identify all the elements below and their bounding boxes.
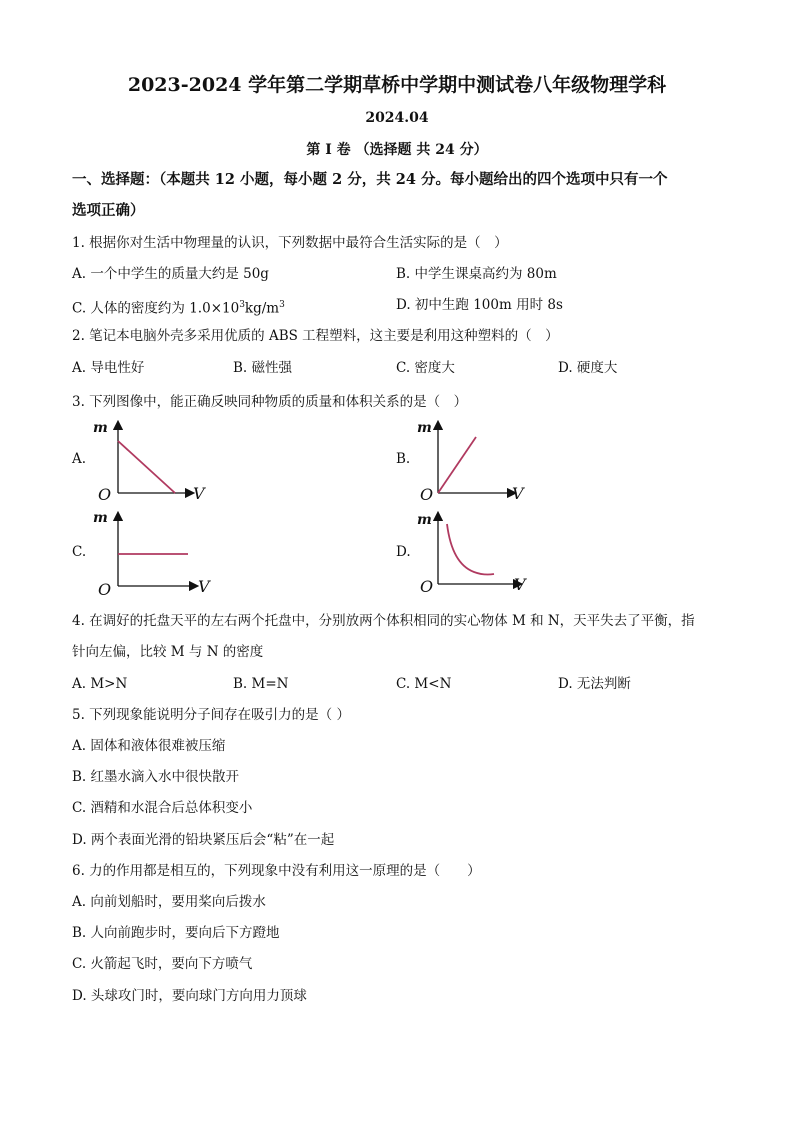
question-1-stem: 1. 根据你对生活中物理量的认识，下列数据中最符合生活实际的是（ ） bbox=[72, 235, 508, 251]
question-2-option-d: D. 硬度大 bbox=[558, 360, 618, 376]
graph-d-origin: O bbox=[420, 577, 434, 596]
question-6-option-b: B. 人向前跑步时，要向后下方蹬地 bbox=[72, 925, 280, 941]
section-heading-line2: 选项正确） bbox=[72, 202, 145, 219]
volume-heading: 第 I 卷 （选择题 共 24 分） bbox=[306, 142, 488, 158]
question-5-option-b: B. 红墨水滴入水中很快散开 bbox=[72, 769, 240, 785]
question-6-option-c: C. 火箭起飞时，要向下方喷气 bbox=[72, 956, 253, 972]
question-4-option-c: C. M<N bbox=[396, 676, 452, 692]
graph-a bbox=[90, 415, 220, 510]
graph-c-x-label: V bbox=[198, 577, 210, 596]
page-title: 2023-2024 学年第二学期草桥中学期中测试卷八年级物理学科 bbox=[127, 74, 667, 96]
graph-a-x-label: V bbox=[193, 484, 205, 503]
question-6-option-d: D. 头球攻门时，要向球门方向用力顶球 bbox=[72, 988, 307, 1004]
question-4-option-b: B. M=N bbox=[233, 676, 289, 692]
graph-b-y-label: m bbox=[417, 420, 432, 436]
question-3-stem: 3. 下列图像中，能正确反映同种物质的质量和体积关系的是（ ） bbox=[72, 394, 468, 410]
question-5-option-d: D. 两个表面光滑的铅块紧压后会“粘”在一起 bbox=[72, 832, 335, 848]
graph-c-y-label: m bbox=[93, 510, 108, 526]
question-4-stem-line2: 针向左偏，比较 M 与 N 的密度 bbox=[72, 644, 264, 660]
option-c-text: C. 人体的密度约为 1.0×10 bbox=[72, 300, 240, 317]
graph-c-origin: O bbox=[98, 580, 112, 599]
question-1-option-b: B. 中学生课桌高约为 80m bbox=[396, 266, 557, 282]
question-3-option-b: B. bbox=[396, 451, 411, 467]
question-3-option-d: D. bbox=[396, 544, 411, 560]
question-4-option-a: A. M>N bbox=[72, 676, 128, 692]
question-4-option-d: D. 无法判断 bbox=[558, 676, 631, 692]
graph-d-curve bbox=[447, 524, 494, 575]
question-2-option-a: A. 导电性好 bbox=[72, 360, 145, 376]
question-3-option-c: C. bbox=[72, 544, 87, 560]
option-c-exponent: 3 bbox=[239, 300, 245, 310]
question-5-stem: 5. 下列现象能说明分子间存在吸引力的是（ ） bbox=[72, 707, 350, 723]
graph-d-y-label: m bbox=[417, 512, 432, 528]
graph-a-origin: O bbox=[98, 485, 112, 504]
question-3-option-a: A. bbox=[72, 451, 87, 467]
option-c-unit: kg/m bbox=[244, 300, 280, 317]
question-2-stem: 2. 笔记本电脑外壳多采用优质的 ABS 工程塑料，这主要是利用这种塑料的（ ） bbox=[72, 328, 559, 344]
exam-date: 2024.04 bbox=[365, 110, 429, 126]
question-5-option-a: A. 固体和液体很难被压缩 bbox=[72, 738, 226, 754]
graph-c bbox=[90, 508, 220, 603]
question-4-stem-line1: 4. 在调好的托盘天平的左右两个托盘中，分别放两个体积相同的实心物体 M 和 N，天平失去了平衡，指 bbox=[72, 613, 695, 629]
question-1-option-c bbox=[72, 295, 285, 319]
question-1-option-a: A. 一个中学生的质量大约是 50g bbox=[72, 266, 269, 282]
graph-b-curve bbox=[438, 437, 476, 493]
graph-b-origin: O bbox=[420, 485, 434, 504]
graph-d bbox=[414, 508, 544, 603]
question-1-option-d: D. 初中生跑 100m 用时 8s bbox=[396, 297, 563, 313]
graph-b bbox=[414, 415, 544, 510]
question-6-stem: 6. 力的作用都是相互的，下列现象中没有利用这一原理的是（ ） bbox=[72, 863, 481, 879]
section-heading-line1: 一、选择题：（本题共 12 小题，每小题 2 分，共 24 分。每小题给出的四个选项中只有一个 bbox=[72, 171, 668, 188]
graph-d-x-label: V bbox=[514, 575, 526, 594]
graph-a-curve bbox=[118, 441, 175, 493]
question-2-option-c: C. 密度大 bbox=[396, 360, 455, 376]
question-5-option-c: C. 酒精和水混合后总体积变小 bbox=[72, 800, 253, 816]
question-2-option-b: B. 磁性强 bbox=[233, 360, 293, 376]
graph-b-x-label: V bbox=[512, 484, 524, 503]
question-6-option-a: A. 向前划船时，要用桨向后拨水 bbox=[72, 894, 266, 910]
graph-a-y-label: m bbox=[93, 420, 108, 436]
option-c-unit-exponent: 3 bbox=[279, 300, 285, 310]
